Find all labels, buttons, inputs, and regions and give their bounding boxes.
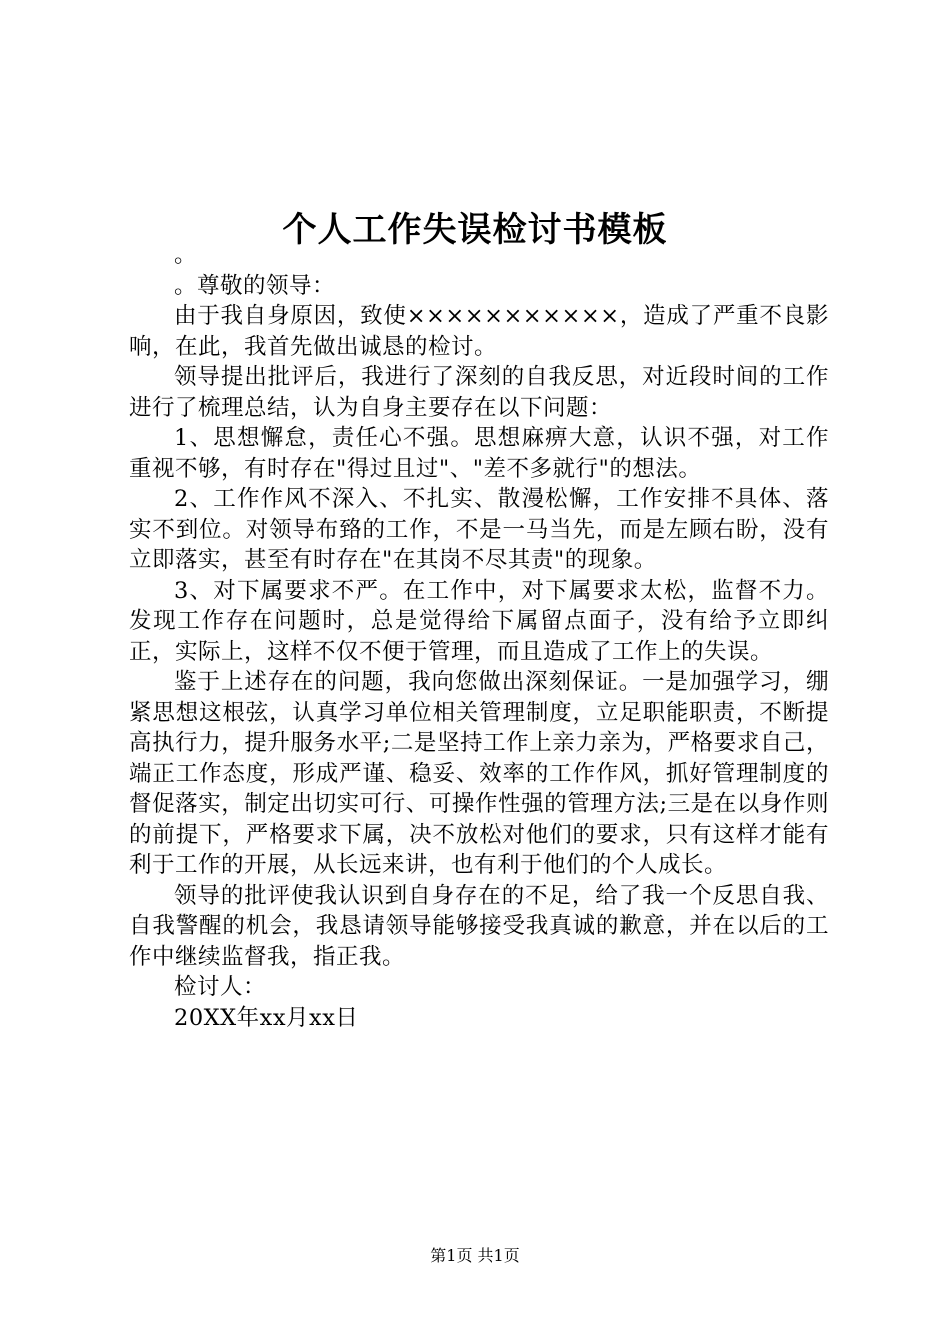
paragraph-dot: 。 bbox=[174, 242, 198, 268]
paragraph-issue-2: 2、工作作风不深入、不扎实、散漫松懈，工作安排不具体、落实不到位。对领导布臵的工作，不是一马当先，而是左顾右盼，没有立即落实，甚至有时存在"在其岗不尽其责"的现象。 bbox=[129, 486, 829, 573]
paragraph-closing: 领导的批评使我认识到自身存在的不足，给了我一个反思自我、自我警醒的机会，我恳请领导能够接受我真诚的歉意，并在以后的工作中继续监督我，指正我。 bbox=[129, 882, 829, 970]
document-body bbox=[129, 240, 829, 1033]
page-footer: 第1页 共1页 bbox=[430, 1246, 520, 1265]
salutation: 。尊敬的领导： bbox=[174, 272, 336, 299]
paragraph-guarantee: 鉴于上述存在的问题，我向您做出深刻保证。一是加强学习，绷紧思想这根弦，认真学习单位相关管理制度，立足职能职责，不断提高执行力，提升服务水平;二是坚持工作上亲力亲为，严格要求自己，端正工作态度，形成严谨、稳妥、效率的工作作风，抓好管理制度的督促落实，制定出切实可行、可操作性强的管理方法;三是在以身作则的前提下，严格要求下属，决不放松对他们的要求，只有这样才能有利于工作的开展，从长远来讲，也有利于他们的个人成长。 bbox=[129, 669, 829, 878]
paragraph-issue-1: 1、思想懈怠，责任心不强。思想麻痹大意，认识不强，对工作重视不够，有时存在"得过且过"、"差不多就行"的想法。 bbox=[129, 425, 829, 482]
signature-label: 检讨人： bbox=[174, 974, 267, 1000]
date-line: 20XX年xx月xx日 bbox=[174, 1004, 359, 1031]
page-title: 个人工作失误检讨书模板 bbox=[282, 209, 668, 250]
paragraph-intro: 由于我自身原因，致使×××××××××××，造成了严重不良影响，在此，我首先做出诚恳的检讨。 bbox=[129, 303, 829, 360]
paragraph-issue-3: 3、对下属要求不严。在工作中，对下属要求太松，监督不力。发现工作存在问题时，总是觉得给下属留点面子，没有给予立即纠正，实际上，这样不仅不便于管理，而且造成了工作上的失误。 bbox=[129, 577, 829, 665]
paragraph-reflection: 领导提出批评后，我进行了深刻的自我反思，对近段时间的工作进行了梳理总结，认为自身主要存在以下问题： bbox=[129, 364, 829, 421]
